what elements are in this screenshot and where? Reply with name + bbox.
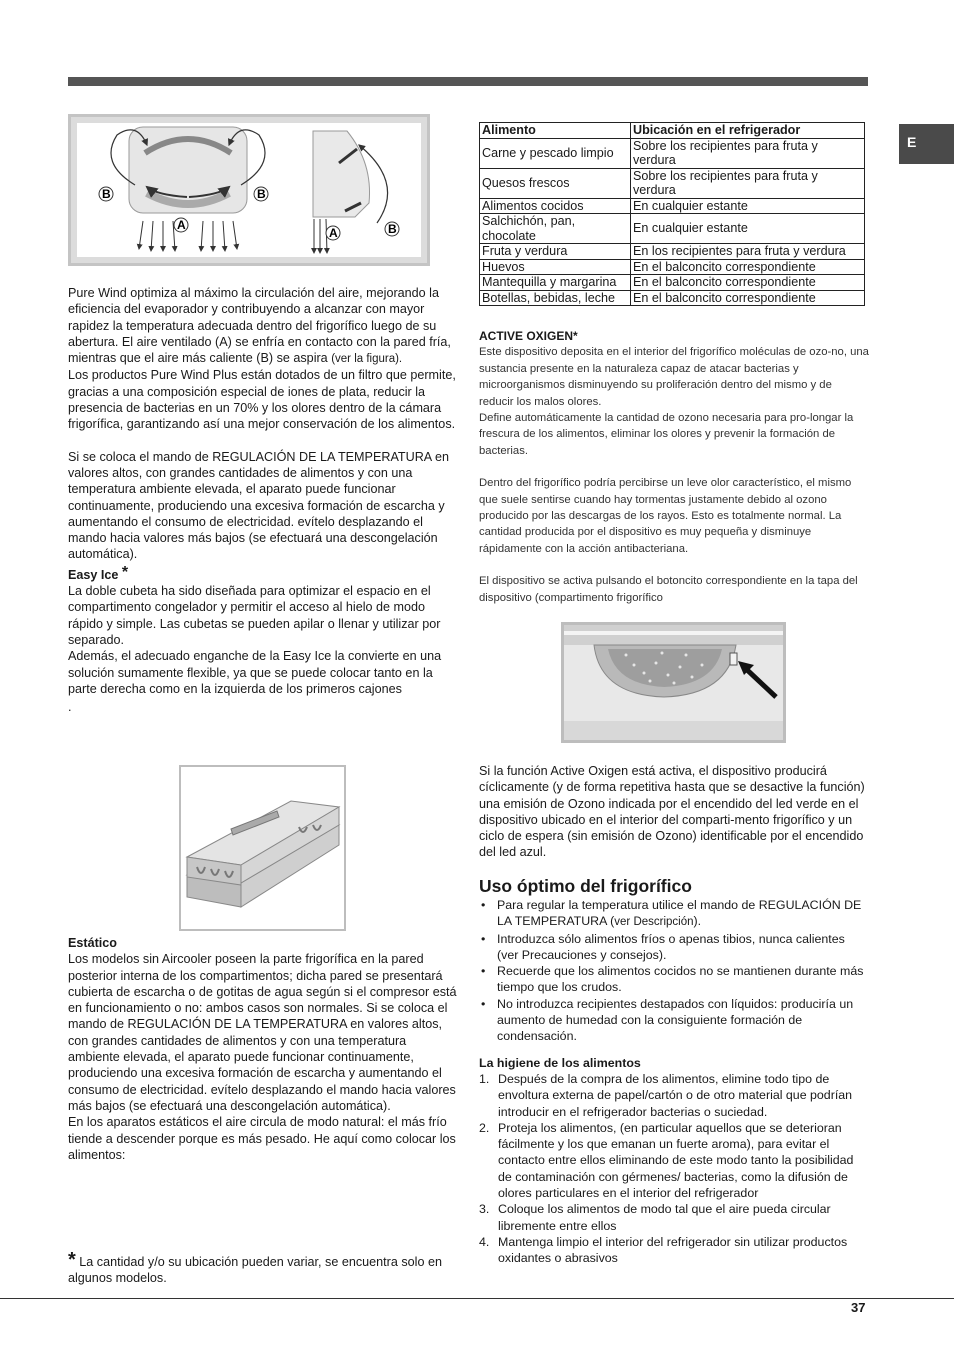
list-number: 4. — [479, 1234, 490, 1249]
active-oxigen-heading: ACTIVE OXIGEN* — [479, 329, 578, 343]
label-b-right: B — [257, 187, 266, 201]
active-oxigen-section — [479, 328, 869, 606]
table-cell: Sobre los recipientes para fruta y verdura — [631, 138, 865, 168]
bullet-tail: ). — [693, 914, 702, 929]
table-row — [480, 198, 865, 214]
estatico-heading: Estático — [68, 936, 117, 950]
table-header-food: Alimento — [480, 123, 631, 139]
uso-optimo-heading: Uso óptimo del frigorífico — [479, 876, 692, 896]
easy-ice-figure — [179, 765, 346, 931]
easy-ice-title: Easy Ice — [68, 567, 119, 582]
active-oxigen-paragraph-4: El dispositivo se activa pulsando el botoncito correspondiente en la tapa del dispositivo (compartimento frigorífico — [479, 575, 858, 604]
temperature-regulation-paragraph: Si se coloca el mando de REGULACIÓN DE LA TEMPERATURA en valores altos, con grandes cantidades de alimentos y con una temperatura ambiente elevada, el aparato puede funcionar continuamente, produciendo una excesiva formación de escarcha y aumentando el consumo de electricidad. evítelo desplazando el mando hacia valores más bajos (se efectuará una descongelación automática). — [68, 449, 449, 562]
table-row — [480, 275, 865, 291]
table-row — [480, 259, 865, 275]
active-oxigen-paragraph-5: Si la función Active Oxigen está activa, el dispositivo producirá cíclicamente (y de forma repetitiva hasta que se desactive la función) una emisión de Ozono indicada por el encendido del led verde en el dispositivo ubicado en el interior del comparti-mento frigorífico y un ciclo de espera (sin emisión de Ozono) identificable por el encendido del led azul. — [479, 764, 865, 860]
uso-optimo-list — [479, 897, 869, 1267]
active-oxigen-paragraph-1: Este dispositivo deposita en el interior del frigorífico moléculas de ozo-no, una sustancia presente en la naturaleza capaz de atacar bacterias y microorganismos disminuyendo su proliferación dentro del mismo y de reducir los malos olores. — [479, 346, 869, 408]
page-number: 37 — [851, 1300, 866, 1315]
asterisk: * — [121, 563, 129, 581]
table-row — [480, 138, 865, 168]
table-cell: Sobre los recipientes para fruta y verdura — [631, 168, 865, 198]
list-item — [479, 1201, 869, 1234]
ozone-device-illustration — [564, 625, 783, 740]
higiene-heading: La higiene de los alimentos — [479, 1055, 641, 1070]
left-column-lower — [68, 935, 458, 1163]
list-text: Coloque los alimentos de modo tal que el aire pueda circular libremente entre ellos — [498, 1202, 831, 1233]
easy-ice-paragraph-2: Además, el adecuado enganche de la Easy Ice la convierte en una solución sumamente flexible, ya que se puede colocar tanto en la parte derecha como en la izquierda de los primeros cajones — [68, 649, 442, 696]
bullet-text: No introduzca recipientes destapados con líquidos: produciría un aumento de humedad con la consiguiente formación de condensación. — [497, 996, 854, 1044]
table-cell: En el balconcito correspondiente — [631, 290, 865, 306]
active-oxigen-paragraph-2: Define automáticamente la cantidad de ozono necesaria para pro-longar la frescura de los alimentos, eliminar los olores y prevenir la formación de bacterias. — [479, 411, 854, 457]
list-item — [479, 1120, 869, 1201]
list-text: Después de la compra de los alimentos, elimine todo tipo de envoltura externa de papel/cartón o de otro material que podrían introducir en el refrigerador bacterias o suciedad. — [498, 1071, 853, 1119]
language-tab: E — [899, 124, 954, 164]
active-oxigen-paragraph-3: Dentro del frigorífico podría percibirse un leve olor característico, el mismo que suele sentirse cuando hay tormentas justamente debido al ozono producido por las descargas de los rayos. Esto es totalmente normal. La cantidad producida por el dispositivo es muy pequeña y disminuye rápidamente con la acción antibacteriana. — [479, 477, 852, 555]
table-cell: En cualquier estante — [631, 198, 865, 214]
list-item — [479, 897, 869, 931]
bullet-text: Recuerde que los alimentos cocidos no se mantienen durante más tiempo que los crudos. — [497, 964, 864, 995]
label-b-side: B — [388, 222, 397, 236]
active-oxigen-figure — [561, 622, 786, 743]
table-cell: Huevos — [480, 259, 631, 275]
list-item — [479, 996, 869, 1045]
precauciones-link: ver Precauciones y consejos — [501, 947, 659, 962]
footnote-text: La cantidad y/o su ubicación pueden variar, se encuentra solo en algunos modelos. — [68, 1255, 442, 1286]
list-item — [479, 931, 869, 964]
table-cell: En los recipientes para fruta y verdura — [631, 244, 865, 260]
estatico-paragraph-1: Los modelos sin Aircooler poseen la parte frigorífica en la pared posterior interna de los compartimentos; dicha pared se presentará cubierta de escarcha o de gotitas de agua según si el compresor está en funcionamiento o no: ambos casos son normales. Si se coloca el mando de REGULACIÓN DE LA TEMPERATURA en valores altos, con grandes cantidades de alimentos y con una temperatura ambiente elevada, el aparato puede funcionar continuamente, produciendo una excesiva formación de escarcha y aumentando el consumo de electricidad. evítelo desplazando el mando hacia valores más bajos (se efectuará una descongelación automática). — [68, 952, 457, 1113]
table-cell: Carne y pescado limpio — [480, 138, 631, 168]
table-cell: En cualquier estante — [631, 214, 865, 244]
pure-wind-text: Pure Wind optimiza al máximo la circulación del aire, mejorando la eficiencia del evaporador y contribuyendo a alcanzar con mayor rapidez la temperatura adecuada dentro del frigorífico luego de su abertura. El aire ventilado (A) se enfría en contacto con la pared fría, mientras que el aire más caliente (B) se aspira — [68, 286, 451, 366]
list-number: 1. — [479, 1071, 490, 1086]
easy-ice-paragraph-1: La doble cubeta ha sido diseñada para optimizar el espacio en el compartimento congelador y permitir el acceso al hielo de modo rápido y simple. Las cubetas se pueden apilar o llenar y utilizar por separado. — [68, 584, 441, 647]
table-cell: Mantequilla y margarina — [480, 275, 631, 291]
food-placement-table — [479, 122, 865, 306]
table-cell: En el balconcito correspondiente — [631, 259, 865, 275]
table-cell: Salchichón, pan, chocolate — [480, 214, 631, 244]
table-cell: En el balconcito correspondiente — [631, 275, 865, 291]
bottom-rule — [0, 1298, 954, 1299]
bullet-text: Para regular la temperatura utilice el mando de REGULACIÓN DE LA TEMPERATURA ( — [497, 898, 862, 929]
pure-wind-paragraph — [68, 285, 458, 367]
table-cell: Fruta y verdura — [480, 244, 631, 260]
table-row — [480, 168, 865, 198]
table-row — [480, 214, 865, 244]
top-rule — [68, 77, 868, 86]
see-figure-link: (ver la figura). — [331, 353, 403, 366]
left-column — [68, 285, 458, 715]
table-cell: Quesos frescos — [480, 168, 631, 198]
estatico-paragraph-2: En los aparatos estáticos el aire circula de modo natural: el más frío tiende a descender porque es más pesado. He aquí como colocar los alimentos: — [68, 1115, 456, 1162]
label-a-front: A — [177, 218, 186, 232]
table-header-location: Ubicación en el refrigerador — [631, 123, 865, 139]
stray-dot: . — [68, 700, 72, 715]
active-oxigen-cycle — [479, 763, 869, 861]
list-text: Proteja los alimentos, (en particular aquellos que se deterioran fácilmente y los que emanan un fuerte aroma), para evitar el contacto entre ellos eliminando de este modo tanto la posibilidad de contaminación con gérmenes/ bacterias, como la difusión de olores particulares en el interior del refrigerador — [498, 1120, 854, 1201]
label-b-left: B — [102, 187, 111, 201]
table-header-row — [480, 123, 865, 139]
airflow-diagram — [77, 123, 421, 257]
bullet-tail: ). — [658, 947, 667, 962]
table-row — [480, 290, 865, 306]
table-cell: Botellas, bebidas, leche — [480, 290, 631, 306]
footnote-asterisk: * — [68, 1249, 76, 1271]
table-cell: Alimentos cocidos — [480, 198, 631, 214]
pure-wind-figure — [68, 114, 430, 266]
descripcion-link: ver Descripción — [614, 916, 694, 929]
ice-tray-illustration — [181, 767, 344, 929]
pure-wind-plus-paragraph: Los productos Pure Wind Plus están dotados de un filtro que permite, gracias a una composición especial de iones de plata, reducir la presencia de bacterias en un 70% y los olores dentro de la cámara frigorífica, garantizando así una mejor conservación de los alimentos. — [68, 368, 456, 432]
list-item — [479, 1071, 869, 1120]
list-text: Mantenga limpio el interior del refrigerador sin utilizar productos oxidantes o abrasivos — [498, 1234, 848, 1266]
bullet-text: Introduzca sólo alimentos fríos o apenas tibios, nunca calientes ( — [497, 931, 845, 962]
label-a-side: A — [329, 226, 338, 240]
list-item — [479, 963, 869, 996]
easy-ice-heading — [68, 563, 458, 583]
table-row — [480, 244, 865, 260]
list-number: 3. — [479, 1202, 490, 1217]
list-number: 2. — [479, 1120, 490, 1135]
list-item — [479, 1234, 869, 1267]
footnote — [68, 1249, 458, 1287]
